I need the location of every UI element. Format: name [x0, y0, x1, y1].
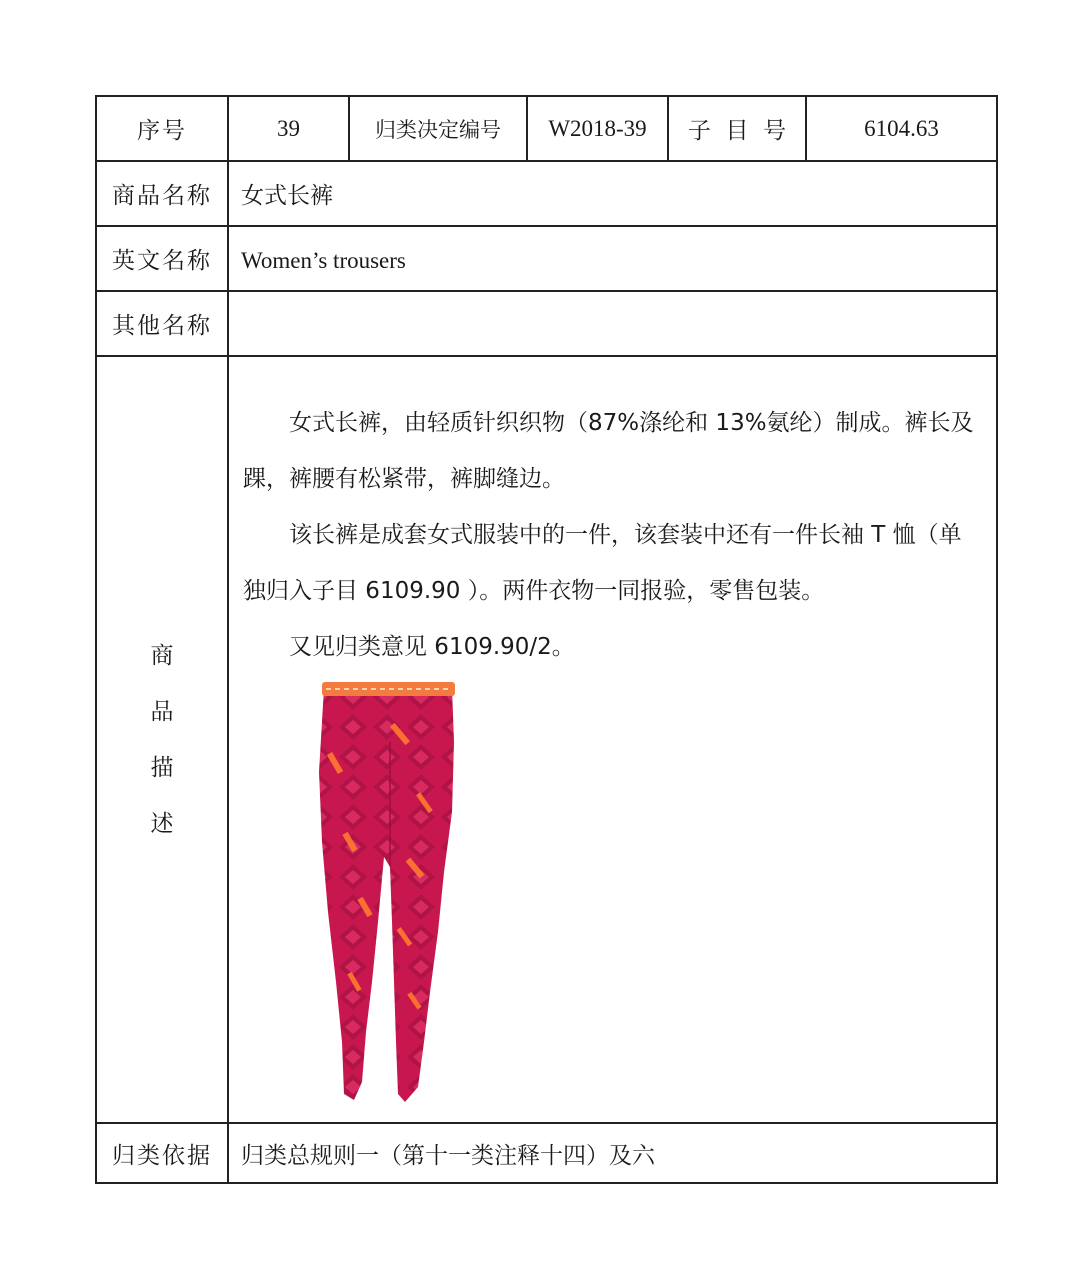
- description-label-char: 描: [150, 754, 174, 781]
- basis-row: [97, 1124, 996, 1182]
- description-paragraph-2: 该长裤是成套女式服装中的一件，该套装中还有一件长袖 T 恤（单独归入子目 6109.90 ）。两件衣物一同报验，零售包装。: [243, 522, 962, 604]
- product-name-row: [97, 162, 996, 227]
- basis-value: 归类总规则一（第十一类注释十四）及六: [241, 1142, 655, 1169]
- seq-value: 39: [229, 97, 350, 160]
- basis-label: 归类依据: [97, 1124, 229, 1182]
- seq-label: 序号: [97, 97, 229, 160]
- description-label-char: 商: [150, 642, 174, 669]
- product-name-label: 商品名称: [97, 162, 229, 225]
- other-name-value: [229, 292, 996, 355]
- english-name-row: [97, 227, 996, 292]
- english-name-label: 英文名称: [97, 227, 229, 290]
- description-row: [97, 357, 996, 1124]
- classification-sheet: [95, 95, 998, 1184]
- product-name-value: 女式长裤: [241, 183, 333, 209]
- description-label-char: 述: [150, 810, 174, 837]
- description-paragraph-1: 女式长裤，由轻质针织织物（87%涤纶和 13%氨纶）制成。裤长及踝，裤腰有松紧带，裤脚缝边。: [243, 410, 974, 492]
- subheading-label: 子 目 号: [669, 97, 807, 160]
- other-name-label: 其他名称: [97, 292, 229, 355]
- header-row: [97, 97, 996, 162]
- decision-number-value: W2018-39: [528, 97, 669, 160]
- description-label-char: 品: [150, 698, 174, 725]
- other-name-row: [97, 292, 996, 357]
- description-paragraph-3: 又见归类意见 6109.90/2。: [289, 634, 575, 660]
- decision-number-label: 归类决定编号: [350, 97, 528, 160]
- product-photo: [302, 682, 477, 1107]
- description-label: [97, 357, 229, 1122]
- english-name-value: Women’s trousers: [241, 247, 406, 273]
- subheading-value: 6104.63: [864, 115, 939, 141]
